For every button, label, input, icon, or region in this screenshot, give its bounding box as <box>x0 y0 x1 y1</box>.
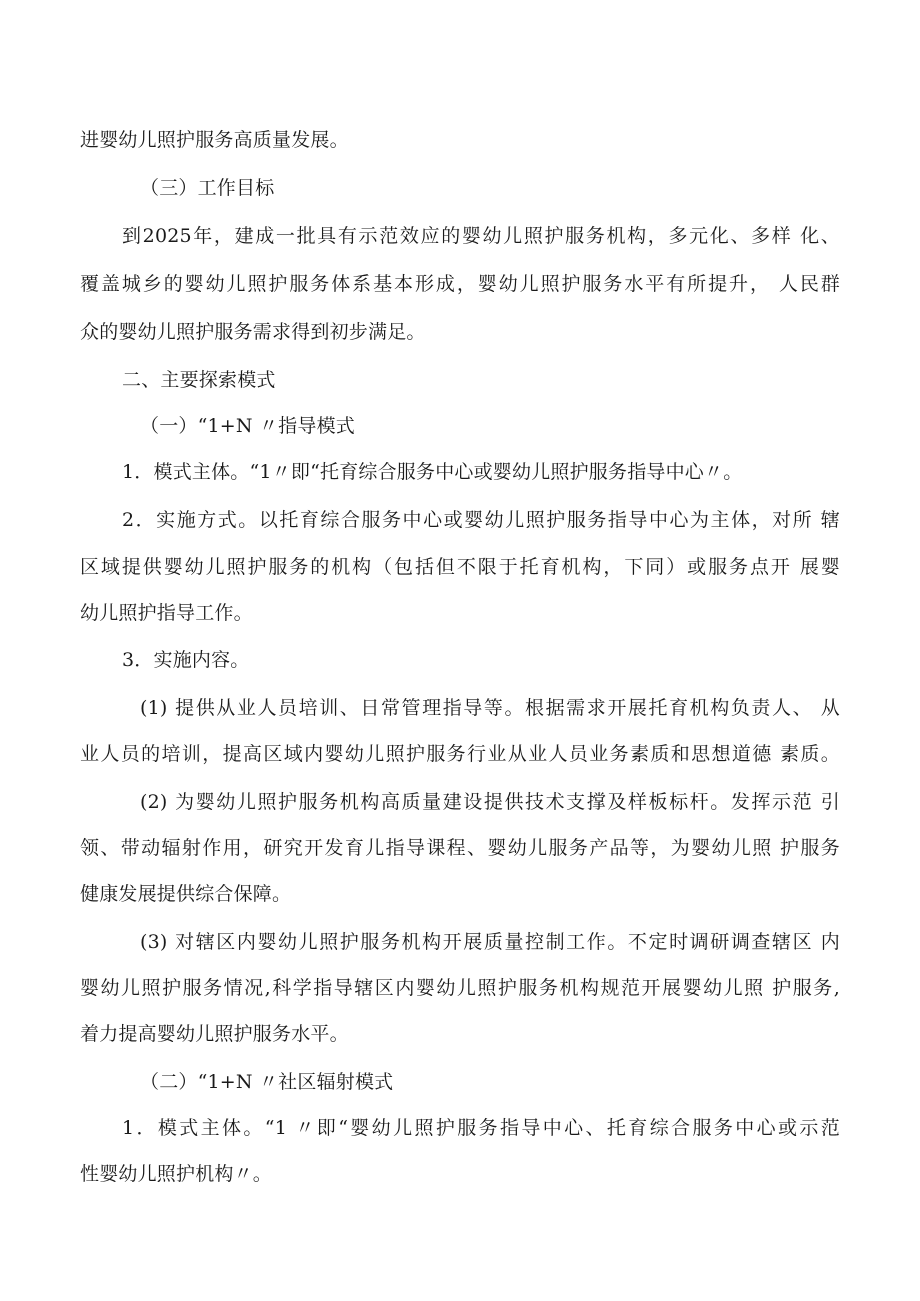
paragraph-line: (1) 提供从业人员培训、日常管理指导等。根据需求开展托育机构负责人、 从 <box>140 697 840 719</box>
section-heading: （二）“1+N 〃社区辐射模式 <box>140 1071 394 1093</box>
paragraph-line: (2) 为婴幼儿照护服务机构高质量建设提供技术支撑及样板标杆。发挥示范 引 <box>140 791 840 813</box>
paragraph-line: 覆盖城乡的婴幼儿照护服务体系基本形成，婴幼儿照护服务水平有所提升， 人民群 <box>80 273 840 295</box>
paragraph-line: 健康发展提供综合保障。 <box>80 883 292 905</box>
paragraph-line: 业人员的培训，提高区域内婴幼儿照护服务行业从业人员业务素质和思想道德 素质。 <box>80 743 840 765</box>
paragraph-line: 3．实施内容。 <box>122 649 250 671</box>
paragraph-line: 区域提供婴幼儿照护服务的机构（包括但不限于托育机构，下同）或服务点开 展婴 <box>80 556 840 578</box>
section-heading: （三）工作目标 <box>140 177 275 199</box>
paragraph-line: 领、带动辐射作用，研究开发育儿指导课程、婴幼儿服务产品等，为婴幼儿照 护服务 <box>80 837 840 859</box>
paragraph-line: 1．模式主体。“1 〃即“婴幼儿照护服务指导中心、托育综合服务中心或示范 <box>122 1117 840 1139</box>
paragraph-line: 到2025年，建成一批具有示范效应的婴幼儿照护服务机构，多元化、多样 化、 <box>122 225 840 247</box>
paragraph-line: 众的婴幼儿照护服务需求得到初步满足。 <box>80 321 426 343</box>
paragraph-line: 性婴幼儿照护机构〃。 <box>80 1163 273 1185</box>
paragraph-line: 1．模式主体。“1〃即“托育综合服务中心或婴幼儿照护服务指导中心〃。 <box>122 461 743 483</box>
section-heading: （一）“1+N 〃指导模式 <box>140 415 355 437</box>
section-heading: 二、主要探索模式 <box>122 369 276 391</box>
paragraph-line: (3) 对辖区内婴幼儿照护服务机构开展质量控制工作。不定时调研调查辖区 内 <box>140 931 840 953</box>
paragraph-line: 着力提高婴幼儿照护服务水平。 <box>80 1023 349 1045</box>
paragraph-line: 2．实施方式。以托育综合服务中心或婴幼儿照护服务指导中心为主体，对所 辖 <box>122 509 840 531</box>
paragraph-line: 进婴幼儿照护服务高质量发展。 <box>80 129 349 151</box>
paragraph-line: 幼儿照护指导工作。 <box>80 602 253 624</box>
paragraph-line: 婴幼儿照护服务情况,科学指导辖区内婴幼儿照护服务机构规范开展婴幼儿照 护服务, <box>80 977 840 999</box>
